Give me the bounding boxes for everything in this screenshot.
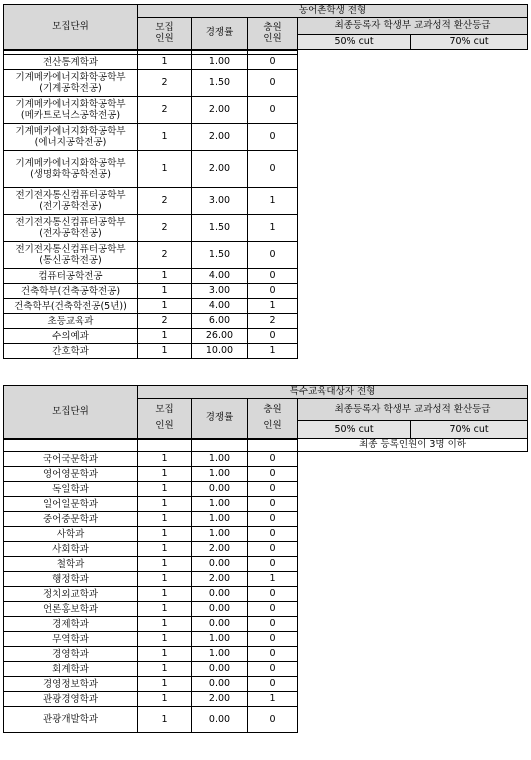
extra-cell: 0: [248, 269, 298, 284]
quota-cell: 1: [138, 452, 192, 467]
table-row: [4, 512, 528, 527]
unit-cell: 행정학과: [4, 572, 138, 587]
ratio-cell: 1.00: [192, 647, 248, 662]
note-cell: 최종 등록인원이 3명 이하: [298, 439, 528, 452]
ratio-cell: 2.00: [192, 124, 248, 151]
extra-cell: 0: [248, 617, 298, 632]
table-row: [4, 647, 528, 662]
unit-cell: 컴퓨터공학전공: [4, 269, 138, 284]
unit-cell: 사학과: [4, 527, 138, 542]
ratio-cell: 10.00: [192, 344, 248, 359]
unit-cell: 전산통계학과: [4, 55, 138, 70]
table-row: [4, 467, 528, 482]
unit-cell: 기계메카에너지화학공학부 (에너지공학전공): [4, 124, 138, 151]
extra-cell: 0: [248, 242, 298, 269]
quota-cell: 1: [138, 344, 192, 359]
ratio-cell: 3.00: [192, 284, 248, 299]
quota-cell: 1: [138, 124, 192, 151]
table-row: [4, 692, 528, 707]
ratio-cell: 0.00: [192, 602, 248, 617]
extra-cell: 0: [248, 467, 298, 482]
extra-cell: 0: [248, 55, 298, 70]
table-row: [4, 299, 528, 314]
extra-cell: 0: [248, 602, 298, 617]
unit-cell: 관광개발학과: [4, 707, 138, 733]
extra-cell: 1: [248, 344, 298, 359]
extra-cell: 1: [248, 692, 298, 707]
unit-cell: 수의예과: [4, 329, 138, 344]
unit-cell: 기계메카에너지화학공학부 (기계공학전공): [4, 70, 138, 97]
unit-cell: 간호학과: [4, 344, 138, 359]
ratio-cell: 1.00: [192, 452, 248, 467]
rural-admission-table: [3, 4, 528, 359]
quota-cell: 1: [138, 617, 192, 632]
unit-cell: 회계학과: [4, 662, 138, 677]
unit-cell: 중어중문학과: [4, 512, 138, 527]
table-row: [4, 124, 528, 151]
quota-cell: 1: [138, 587, 192, 602]
table-row: [4, 215, 528, 242]
extra-cell: 0: [248, 557, 298, 572]
section-title: 농어촌학생 전형: [138, 5, 528, 18]
extra-cell: 0: [248, 662, 298, 677]
unit-cell: 경제학과: [4, 617, 138, 632]
section-title: 특수교육대상자 전형: [138, 386, 528, 399]
quota-cell: 1: [138, 151, 192, 188]
table-row: [4, 677, 528, 692]
table-row: [4, 70, 528, 97]
ratio-cell: 2.00: [192, 542, 248, 557]
extra-cell: 2: [248, 314, 298, 329]
ratio-cell: 6.00: [192, 314, 248, 329]
unit-cell: 철학과: [4, 557, 138, 572]
unit-cell: 건축학부(건축학전공(5년)): [4, 299, 138, 314]
header-50cut: 50% cut: [298, 35, 411, 50]
unit-cell: 기계메카에너지화학공학부 (메카트로닉스공학전공): [4, 97, 138, 124]
extra-cell: 0: [248, 452, 298, 467]
table-row: [4, 269, 528, 284]
table-row: [4, 314, 528, 329]
ratio-cell: 2.00: [192, 151, 248, 188]
table-row: [4, 151, 528, 188]
unit-cell: 사회학과: [4, 542, 138, 557]
header-50cut: 50% cut: [298, 421, 411, 439]
unit-cell: 전기전자통신컴퓨터공학부 (전기공학전공): [4, 188, 138, 215]
extra-cell: 0: [248, 284, 298, 299]
extra-cell: 0: [248, 527, 298, 542]
quota-cell: 1: [138, 497, 192, 512]
header-grade: 최종등록자 학생부 교과성적 환산등급: [298, 18, 528, 35]
ratio-cell: 4.00: [192, 269, 248, 284]
table-row: [4, 97, 528, 124]
extra-cell: 0: [248, 587, 298, 602]
quota-cell: 2: [138, 188, 192, 215]
ratio-cell: 26.00: [192, 329, 248, 344]
ratio-cell: 2.00: [192, 572, 248, 587]
extra-cell: 0: [248, 329, 298, 344]
special-education-admission-table: [3, 385, 528, 733]
ratio-cell: 1.50: [192, 242, 248, 269]
quota-cell: 1: [138, 692, 192, 707]
table-row: [4, 284, 528, 299]
quota-cell: 1: [138, 557, 192, 572]
extra-cell: 0: [248, 151, 298, 188]
header-70cut: 70% cut: [411, 421, 528, 439]
table-row: [4, 617, 528, 632]
ratio-cell: 0.00: [192, 617, 248, 632]
quota-cell: 1: [138, 632, 192, 647]
unit-cell: 일어일문학과: [4, 497, 138, 512]
unit-cell: 국어국문학과: [4, 452, 138, 467]
ratio-cell: 0.00: [192, 557, 248, 572]
quota-cell: 1: [138, 269, 192, 284]
quota-cell: 1: [138, 482, 192, 497]
extra-cell: 0: [248, 707, 298, 733]
extra-cell: 0: [248, 677, 298, 692]
ratio-cell: 1.00: [192, 467, 248, 482]
quota-cell: 2: [138, 215, 192, 242]
quota-cell: 2: [138, 97, 192, 124]
table-row: [4, 602, 528, 617]
header-70cut: 70% cut: [411, 35, 528, 50]
quota-cell: 1: [138, 647, 192, 662]
header-unit: 모집단위: [4, 5, 138, 50]
table-row: [4, 329, 528, 344]
table-row: [4, 482, 528, 497]
header-quota: 모집 인원: [138, 18, 192, 50]
unit-cell: 전기전자통신컴퓨터공학부 (전자공학전공): [4, 215, 138, 242]
quota-cell: 2: [138, 70, 192, 97]
grade-blank-area: [298, 50, 528, 55]
quota-cell: 2: [138, 314, 192, 329]
extra-cell: 0: [248, 632, 298, 647]
ratio-cell: 0.00: [192, 677, 248, 692]
quota-cell: 1: [138, 299, 192, 314]
quota-cell: 1: [138, 527, 192, 542]
ratio-cell: 1.00: [192, 512, 248, 527]
table-row: [4, 572, 528, 587]
unit-cell: 관광경영학과: [4, 692, 138, 707]
extra-cell: 0: [248, 542, 298, 557]
header-quota: 모집 인원: [138, 399, 192, 439]
extra-cell: 1: [248, 572, 298, 587]
header-extra: 충원 인원: [248, 399, 298, 439]
table-row: [4, 55, 528, 70]
quota-cell: 1: [138, 512, 192, 527]
table-row: [4, 587, 528, 602]
ratio-cell: 0.00: [192, 707, 248, 733]
ratio-cell: 1.00: [192, 497, 248, 512]
unit-cell: 독일학과: [4, 482, 138, 497]
quota-cell: 1: [138, 707, 192, 733]
extra-cell: 1: [248, 188, 298, 215]
extra-cell: 0: [248, 97, 298, 124]
unit-cell: 기계메카에너지화학공학부 (생명화학공학전공): [4, 151, 138, 188]
ratio-cell: 2.00: [192, 97, 248, 124]
ratio-cell: 0.00: [192, 662, 248, 677]
header-ratio: 경쟁률: [192, 18, 248, 50]
table-row: [4, 188, 528, 215]
table-row: [4, 452, 528, 467]
quota-cell: 1: [138, 284, 192, 299]
unit-cell: 경영정보학과: [4, 677, 138, 692]
ratio-cell: 1.50: [192, 215, 248, 242]
table-row: [4, 632, 528, 647]
extra-cell: 1: [248, 299, 298, 314]
extra-cell: 0: [248, 124, 298, 151]
unit-cell: 건축학부(건축공학전공): [4, 284, 138, 299]
table-row: [4, 542, 528, 557]
unit-cell: 경영학과: [4, 647, 138, 662]
unit-cell: 전기전자통신컴퓨터공학부 (통신공학전공): [4, 242, 138, 269]
extra-cell: 0: [248, 482, 298, 497]
ratio-cell: 3.00: [192, 188, 248, 215]
quota-cell: 1: [138, 55, 192, 70]
quota-cell: 1: [138, 329, 192, 344]
header-ratio: 경쟁률: [192, 399, 248, 439]
unit-cell: 초등교육과: [4, 314, 138, 329]
table-row: [4, 242, 528, 269]
ratio-cell: 1.00: [192, 55, 248, 70]
quota-cell: 1: [138, 662, 192, 677]
unit-cell: 영어영문학과: [4, 467, 138, 482]
quota-cell: 1: [138, 542, 192, 557]
ratio-cell: 0.00: [192, 587, 248, 602]
table-row: [4, 527, 528, 542]
unit-cell: 정치외교학과: [4, 587, 138, 602]
extra-cell: 1: [248, 215, 298, 242]
ratio-cell: 1.00: [192, 527, 248, 542]
ratio-cell: 0.00: [192, 482, 248, 497]
extra-cell: 0: [248, 70, 298, 97]
header-unit: 모집단위: [4, 386, 138, 439]
table-row: [4, 707, 528, 733]
table-row: [4, 344, 528, 359]
header-extra: 충원 인원: [248, 18, 298, 50]
extra-cell: 0: [248, 497, 298, 512]
extra-cell: 0: [248, 512, 298, 527]
ratio-cell: 2.00: [192, 692, 248, 707]
table-row: [4, 497, 528, 512]
ratio-cell: 1.50: [192, 70, 248, 97]
table-row: [4, 662, 528, 677]
table-row: [4, 557, 528, 572]
quota-cell: 1: [138, 602, 192, 617]
ratio-cell: 1.00: [192, 632, 248, 647]
ratio-cell: 4.00: [192, 299, 248, 314]
unit-cell: 무역학과: [4, 632, 138, 647]
quota-cell: 1: [138, 677, 192, 692]
quota-cell: 2: [138, 242, 192, 269]
unit-cell: 언론홍보학과: [4, 602, 138, 617]
header-grade: 최종등록자 학생부 교과성적 환산등급: [298, 399, 528, 421]
quota-cell: 1: [138, 467, 192, 482]
extra-cell: 0: [248, 647, 298, 662]
quota-cell: 1: [138, 572, 192, 587]
